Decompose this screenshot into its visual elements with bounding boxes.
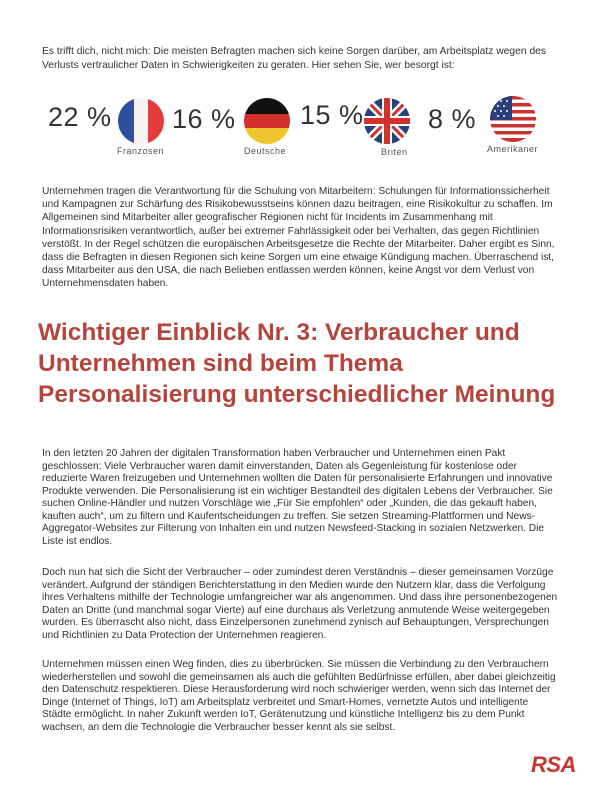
uk-flag-icon: [364, 98, 410, 144]
paragraph-bridge: Unternehmen müssen einen Weg finden, dies zu überbrücken. Sie müssen die Verbindung zu den Verbrauchern wiederherstellen und sowohl die gemeinsamen als auch die gefühlten Bedürfnisse erfüllen, aber dabei gleichzeitig den Datenschutz respektieren. Diese Herausforderung wird noch schwieriger werden, wenn sich das Internet der Dinge (Internet of Things, IoT) am Arbeitsplatz verbreitet und Smart-Homes, vernetzte Autos und intelligente Städte ermöglicht. In naher Zukunft werden IoT, Gerätenutzung und künstliche Intelligenz bis zu dem Punkt wachsen, an dem die Technologie die Verbraucher besser kennt als sie selbst.: [42, 659, 556, 733]
usa-flag-icon: [490, 96, 536, 142]
stat-value-uk: 15 %: [300, 100, 364, 130]
stats-row: [0, 92, 612, 162]
stat-value-usa: 8 %: [428, 104, 477, 134]
rsa-logo: RSA: [531, 752, 576, 777]
stat-value-france: 22 %: [48, 102, 112, 132]
germany-flag-icon: [244, 98, 290, 144]
france-flag-icon: [118, 98, 164, 144]
section-heading: Wichtiger Einblick Nr. 3: Verbraucher und Unternehmen sind beim Thema Personalisierung unterschiedlicher Meinung: [38, 319, 556, 408]
stat-caption-germany: Deutsche: [244, 146, 287, 156]
stat-caption-usa: Amerikaner: [487, 144, 539, 154]
stat-caption-uk: Briten: [381, 147, 408, 157]
stat-caption-france: Franzosen: [117, 146, 165, 156]
body-paragraph-1: Unternehmen tragen die Verantwortung für die Schulung von Mitarbeitern: Schulungen für Informationssicherheit und Kampagnen zur Schärfung des Risikobewusstseins können dazu beitragen, eine Risikokultur zu schaffen. Im Allgemeinen sind Mitarbeiter aller geografischer Regionen nicht für Incidents im Zusammenhang mit Informationsrisiken verantwortlich, außer bei extremer Fahrlässigkeit oder bei Verhalten, das gegen Richtlinien verstößt. In der Regel schützen die europäischen Arbeitsgesetze die Rechte der Mitarbeiter. Daher ergibt es Sinn, dass die Befragten in diesen Regionen sich keine Sorgen um eine etwaige Kündigung machen. Überraschend ist, dass Mitarbeiter aus den USA, die nach Belieben entlassen werden können, keine Angst vor dem Verlust von Unternehmensdaten haben.: [42, 186, 555, 290]
paragraph-personalization: In den letzten 20 Jahren der digitalen Transformation haben Verbraucher und Unternehmen einen Pakt geschlossen: Viele Verbraucher waren damit einverstanden, Daten als Gegenleistung für kostenlose oder reduzierte Waren freizugeben und Unternehmen wollten die Daten für personalisierte Erfahrungen und innovative Produkte verwenden. Die Personalisierung ist ein wichtiger Bestandteil des digitalen Lebens der Verbraucher. Sie suchen Online-Händler und nutzen Vorschläge wie „Für Sie empfohlen“ oder „Kunden, die das gekauft haben, kauften auch“, um zu filtern und Kaufentscheidungen zu treffen. Sie setzen Streaming-Plattformen und News-Aggregator-Websites zur Filterung von Inhalten ein und nutzen Newsfeed-Stacking in sozialen Netzwerken. Die Liste ist endlos.: [42, 448, 553, 547]
stat-value-germany: 16 %: [172, 104, 236, 134]
paragraph-consumer-view: Doch nun hat sich die Sicht der Verbraucher – oder zumindest deren Verständnis – dieser gemeinsamen Vorzüge verändert. Aufgrund der ständigen Berichterstattung in den Medien wurde den Nutzern klar, dass die Verfolgung ihres Verhaltens mithilfe der Technologie umfangreicher war als angenommen. Und dass ihre personenbezogenen Daten an Dritte (und manchmal sogar Vierte) auf eine durchaus als Verletzung anmutende Weise weitergegeben wurden. Es überrascht also nicht, dass Einzelpersonen zunehmend zynisch auf Behauptungen, Versprechungen und Richtlinien zu Data Protection der Unternehmen reagieren.: [42, 567, 558, 641]
intro-paragraph: Es trifft dich, nicht mich: Die meisten Befragten machen sich keine Sorgen darüber, am Arbeitsplatz wegen des Verlusts vertraulicher Daten in Schwierigkeiten zu geraten. Hier sehen Sie, wer besorgt ist:: [42, 46, 547, 71]
